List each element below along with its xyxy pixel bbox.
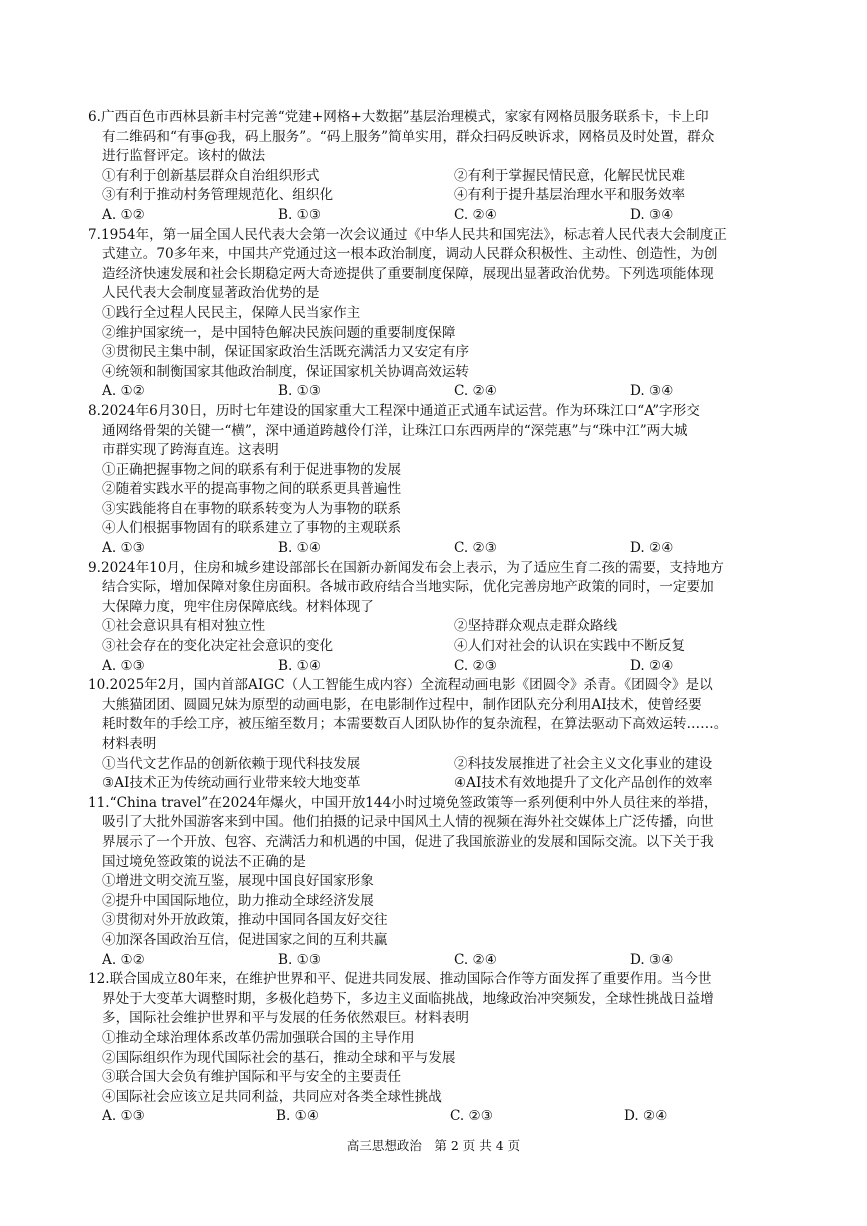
statement-row [88, 186, 798, 206]
stem-line: 广西百色市西林县新丰村完善“党建+网格+大数据”基层治理模式，家家有网格员服务联系卡，卡上印 [100, 109, 709, 125]
stem-line: 国过境免签政策的说法不正确的是 [102, 853, 306, 870]
stem-line: 耗时数年的手绘工序，被压缩至数月；本需要数百人团队协作的复杂流程，在算法驱动下高效运转……。 [102, 716, 728, 733]
statement: ②有利于掌握民情民意，化解民忧民难 [454, 167, 686, 184]
option-b[interactable]: B. ①④ [278, 540, 322, 557]
statement: ④加深各国政治互信，促进国家之间的互利共赢 [102, 931, 388, 948]
question-number: 9. [88, 559, 101, 576]
statement: ③AI技术正为传统动画行业带来较大地变革 [102, 775, 361, 792]
statement: ④统领和制衡国家其他政治制度，保证国家机关协调高效运转 [102, 363, 470, 380]
question-12 [88, 970, 798, 1127]
option-d[interactable]: D. ②④ [630, 540, 674, 557]
statement: ①有利于创新基层群众自治组织形式 [102, 167, 320, 184]
statement: ②提升中国国际地位，助力推动全球经济发展 [102, 892, 374, 909]
statement-row [88, 637, 798, 657]
stem-line: 有二维码和“有事@我，码上服务”。“码上服务”简单实用，群众扫码反映诉求，网格员及时处置，群众 [102, 128, 715, 145]
statement: ①社会意识具有相对独立性 [102, 618, 266, 635]
option-a[interactable]: A. ①③ [102, 657, 145, 674]
question-number: 11. [88, 794, 110, 811]
option-d[interactable]: D. ③④ [630, 206, 674, 223]
statement-row [88, 617, 798, 637]
statement: ④人们根据事物固有的联系建立了事物的主观联系 [102, 520, 402, 537]
stem-line: “China travel”在2024年爆火，中国开放144小时过境免签政策等一系列便利中外人员往来的举措， [109, 794, 718, 811]
option-b[interactable]: B. ①④ [278, 657, 322, 674]
statement: ①推动全球治理体系改革仍需加强联合国的主导作用 [102, 1029, 415, 1046]
option-a[interactable]: A. ①② [102, 206, 145, 223]
stem-line: 结合实际，增加保障对象住房面积。各城市政府结合当地实际，优化完善房地产政策的同时，一定要加 [102, 579, 714, 596]
option-b[interactable]: B. ①③ [278, 206, 322, 223]
statement: ②坚持群众观点走群众路线 [454, 618, 618, 635]
statement: ③社会存在的变化决定社会意识的变化 [102, 638, 334, 655]
option-b[interactable]: B. ①④ [276, 1108, 320, 1125]
statement: ①增进文明交流互鉴，展现中国良好国家形象 [102, 873, 374, 890]
answer-options [88, 206, 798, 226]
question-stem [88, 970, 798, 990]
option-c[interactable]: C. ②③ [454, 657, 497, 674]
question-stem [88, 559, 798, 579]
option-d[interactable]: D. ③④ [630, 383, 674, 400]
statement-row [88, 167, 798, 187]
answer-options [88, 539, 798, 559]
question-9 [88, 559, 798, 677]
question-number: 7. [88, 226, 101, 243]
option-d[interactable]: D. ②④ [630, 657, 674, 674]
stem-line: 进行监督评定。该村的做法 [102, 148, 266, 165]
stem-line: 造经济快速发展和社会长期稳定两大奇迹提供了重要制度保障，展现出显著政治优势。下列选项能体现 [102, 265, 714, 282]
question-stem [88, 226, 798, 246]
stem-line: 1954年，第一届全国人民代表大会第一次会议通过《中华人民共和国宪法》，标志着人民代表大会制度正 [100, 226, 727, 243]
statement: ③贯彻对外开放政策，推动中国同各国友好交往 [102, 912, 388, 929]
statement: ③联合国大会负有维护国际和平与安全的主要责任 [102, 1069, 402, 1086]
option-c[interactable]: C. ②③ [454, 540, 497, 557]
option-d[interactable]: D. ②④ [624, 1108, 668, 1125]
option-a[interactable]: A. ①③ [102, 1108, 145, 1125]
stem-line: 大保障力度，兜牢住房保障底线。材料体现了 [102, 598, 374, 615]
exam-page [88, 108, 798, 1127]
option-b[interactable]: B. ①③ [278, 951, 322, 968]
answer-options [88, 657, 798, 677]
question-stem [88, 402, 798, 422]
option-c[interactable]: C. ②③ [450, 1108, 493, 1125]
question-6 [88, 108, 798, 226]
stem-line: 材料表明 [102, 736, 157, 752]
stem-line: 2025年2月，国内首部AIGC（人工智能生成内容）全流程动画电影《团圆令》杀青。《团圆令》是以 [109, 677, 713, 694]
stem-line: 吸引了大批外国游客来到中国。他们拍摄的记录中国风土人情的视频在海外社交媒体上广泛传播，向世 [102, 814, 714, 831]
option-a[interactable]: A. ①③ [102, 540, 145, 557]
stem-line: 市群实现了跨海直连。这表明 [102, 442, 279, 459]
statement-row [88, 755, 798, 775]
question-stem [88, 794, 798, 814]
page-footer: 高三思想政治 第 2 页 共 4 页 [346, 1138, 521, 1153]
statement: ③有利于推动村务管理规范化、组织化 [102, 187, 334, 204]
question-stem [88, 676, 798, 696]
stem-line: 2024年6月30日，历时七年建设的国家重大工程深中通道正式通车试运营。作为环珠江口“A”字形交 [100, 402, 700, 419]
answer-options [88, 951, 798, 971]
question-stem [88, 108, 798, 128]
option-b[interactable]: B. ①③ [278, 383, 322, 400]
statement: ①践行全过程人民民主，保障人民当家作主 [102, 304, 361, 321]
stem-line: 通网络骨架的关键一“横”，深中通道跨越伶仃洋，让珠江口东西两岸的“深莞惠”与“珠中江”两大城 [102, 422, 688, 439]
option-d[interactable]: D. ③④ [630, 951, 674, 968]
answer-options [88, 1107, 798, 1127]
question-7 [88, 226, 798, 402]
statement: ④AI技术有效地提升了文化产品创作的效率 [454, 775, 713, 792]
question-number: 8. [88, 402, 101, 419]
question-number: 12. [88, 971, 110, 988]
statement: ②国际组织作为现代国际社会的基石，推动全球和平与发展 [102, 1049, 456, 1066]
stem-line: 联合国成立80年来，在维护世界和平、促进共同发展、推动国际合作等方面发挥了重要作用。当今世 [109, 971, 712, 988]
question-8 [88, 402, 798, 559]
statement: ④人们对社会的认识在实践中不断反复 [454, 638, 686, 655]
stem-line: 多，国际社会维护世界和平与发展的任务依然艰巨。材料表明 [102, 1010, 470, 1027]
stem-line: 式建立。70多年来，中国共产党通过这一根本政治制度，调动人民群众积极性、主动性、创造性，为创 [102, 246, 718, 263]
statement: ③实践能将自在事物的联系转变为人为事物的联系 [102, 500, 402, 517]
question-10 [88, 676, 798, 794]
statement: ②随着实践水平的提高事物之间的联系更具普遍性 [102, 481, 402, 498]
statement-row [88, 774, 798, 794]
statement: ①当代文艺作品的创新依赖于现代科技发展 [102, 755, 361, 772]
option-a[interactable]: A. ①② [102, 951, 145, 968]
stem-line: 界处于大变革大调整时期，多极化趋势下，多边主义面临挑战，地缘政治冲突频发，全球性挑战日益增 [102, 990, 714, 1007]
option-c[interactable]: C. ②④ [454, 206, 497, 223]
statement: ①正确把握事物之间的联系有利于促进事物的发展 [102, 461, 402, 478]
question-number: 10. [88, 677, 110, 694]
statement: ③贯彻民主集中制，保证国家政治生活既充满活力又安定有序 [102, 344, 470, 361]
statement: ②科技发展推进了社会主义文化事业的建设 [454, 755, 713, 772]
question-11 [88, 794, 798, 970]
stem-line: 人民代表大会制度显著政治优势的是 [102, 285, 320, 302]
statement: ②维护国家统一，是中国特色解决民族问题的重要制度保障 [102, 324, 456, 341]
answer-options [88, 382, 798, 402]
option-c[interactable]: C. ②④ [454, 383, 497, 400]
statement: ④有利于提升基层治理水平和服务效率 [454, 187, 686, 204]
option-a[interactable]: A. ①② [102, 383, 145, 400]
stem-line: 2024年10月，住房和城乡建设部部长在国新办新闻发布会上表示，为了适应生育二孩的需要，支持地方 [100, 559, 724, 576]
question-number: 6. [88, 109, 101, 125]
option-c[interactable]: C. ②④ [454, 951, 497, 968]
stem-line: 大熊猫团团、圆圆兄妹为原型的动画电影，在电影制作过程中，制作团队充分利用AI技术，使曾经要 [102, 696, 702, 713]
stem-line: 界展示了一个开放、包容、充满活力和机遇的中国，促进了我国旅游业的发展和国际交流。以下关于我 [102, 833, 714, 850]
statement: ④国际社会应该立足共同利益，共同应对各类全球性挑战 [102, 1088, 442, 1105]
